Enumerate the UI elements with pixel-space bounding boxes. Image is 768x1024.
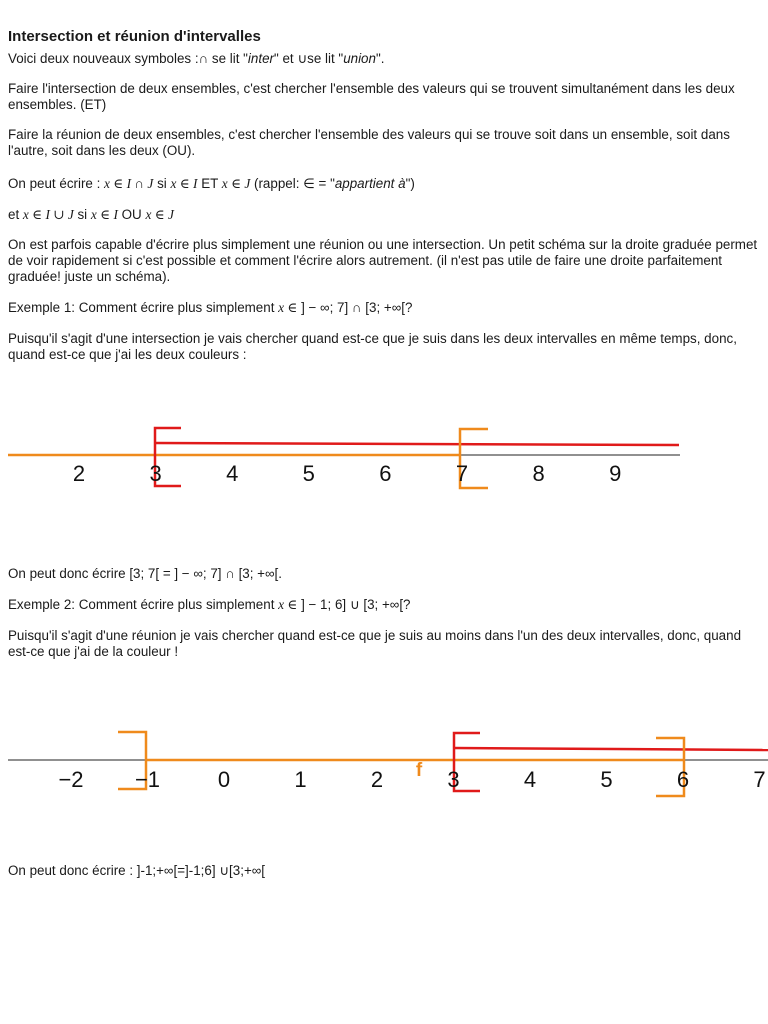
tick-label: 5 <box>600 767 613 792</box>
paragraph-example-2-explanation: Puisqu'il s'agit d'une réunion je vais chercher quand est-ce que je suis au moins dans l'un des deux intervalles, donc, quand est-ce que j'ai de la couleur ! <box>8 628 742 659</box>
interval-red <box>454 748 768 750</box>
tick-label: 6 <box>676 767 690 792</box>
number-line-graph-1 <box>0 410 768 510</box>
interval-high-red <box>155 443 679 445</box>
page-title: Intersection et réunion d'intervalles <box>8 28 261 45</box>
number-line-graph-2 <box>0 720 768 810</box>
tick-label: 0 <box>217 767 231 792</box>
paragraph-example-2-result: On peut donc écrire : ]-1;+∞[=]-1;6] ∪[3;+∞[ <box>8 863 266 878</box>
tick-label: 2 <box>72 461 86 486</box>
paragraph-symbols: Voici deux nouveaux symboles :∩ se lit "inter" et ∪se lit "union". <box>8 51 385 66</box>
tick-label: 1 <box>294 767 307 792</box>
paragraph-example-1-explanation: Puisqu'il s'agit d'une intersection je vais chercher quand est-ce que je suis dans les deux intervalles en même temps, donc, quand est-ce que j'ai les deux couleurs : <box>8 331 737 362</box>
tick-label: 3 <box>447 767 460 792</box>
paragraph-union-notation: et x ∈ I ∪ J si x ∈ I OU x ∈ J <box>8 207 174 222</box>
tick-label: 4 <box>523 767 537 792</box>
paragraph-example-1: Exemple 1: Comment écrire plus simplement x ∈ ] − ∞; 7] ∩ [3; +∞[? <box>8 300 413 315</box>
tick-label: 7 <box>455 461 469 486</box>
paragraph-schema-hint: On est parfois capable d'écrire plus simplement une réunion ou une intersection. Un petit schéma sur la droite graduée permet de voir rapidement si c'est possible et comment l'écrire alors autrement. (il n'est pas utile de faire une droite parfaitement graduée! juste un schéma). <box>8 237 758 284</box>
paragraph-intersection-notation: On peut écrire : x ∈ I ∩ J si x ∈ I ET x ∈ J (rappel: ∈ = "appartient à") <box>8 176 415 191</box>
tick-label: 5 <box>302 461 315 486</box>
tick-label: 9 <box>609 461 622 486</box>
tick-label: 8 <box>532 461 545 486</box>
paragraph-example-2: Exemple 2: Comment écrire plus simplement x ∈ ] − 1; 6] ∪ [3; +∞[? <box>8 597 411 612</box>
tick-label: 6 <box>379 461 392 486</box>
tick-label: −1 <box>134 767 161 792</box>
tick-label: 4 <box>226 461 239 486</box>
line-label-f: f <box>415 760 423 781</box>
paragraph-example-1-result: On peut donc écrire [3; 7[ = ] − ∞; 7] ∩ [3; +∞[. <box>8 566 282 581</box>
paragraph-union-definition: Faire la réunion de deux ensembles, c'est chercher l'ensemble des valeurs qui se trouve soit dans un ensemble, soit dans l'autre, soit dans les deux (OU). <box>8 127 730 158</box>
paragraph-intersection-definition: Faire l'intersection de deux ensembles, c'est chercher l'ensemble des valeurs qui se trouvent simultanément dans les deux ensembles. (ET) <box>8 81 735 112</box>
tick-label: 2 <box>370 767 384 792</box>
tick-label: 7 <box>753 767 766 792</box>
tick-label: −2 <box>58 767 84 792</box>
tick-label: 3 <box>149 461 162 486</box>
